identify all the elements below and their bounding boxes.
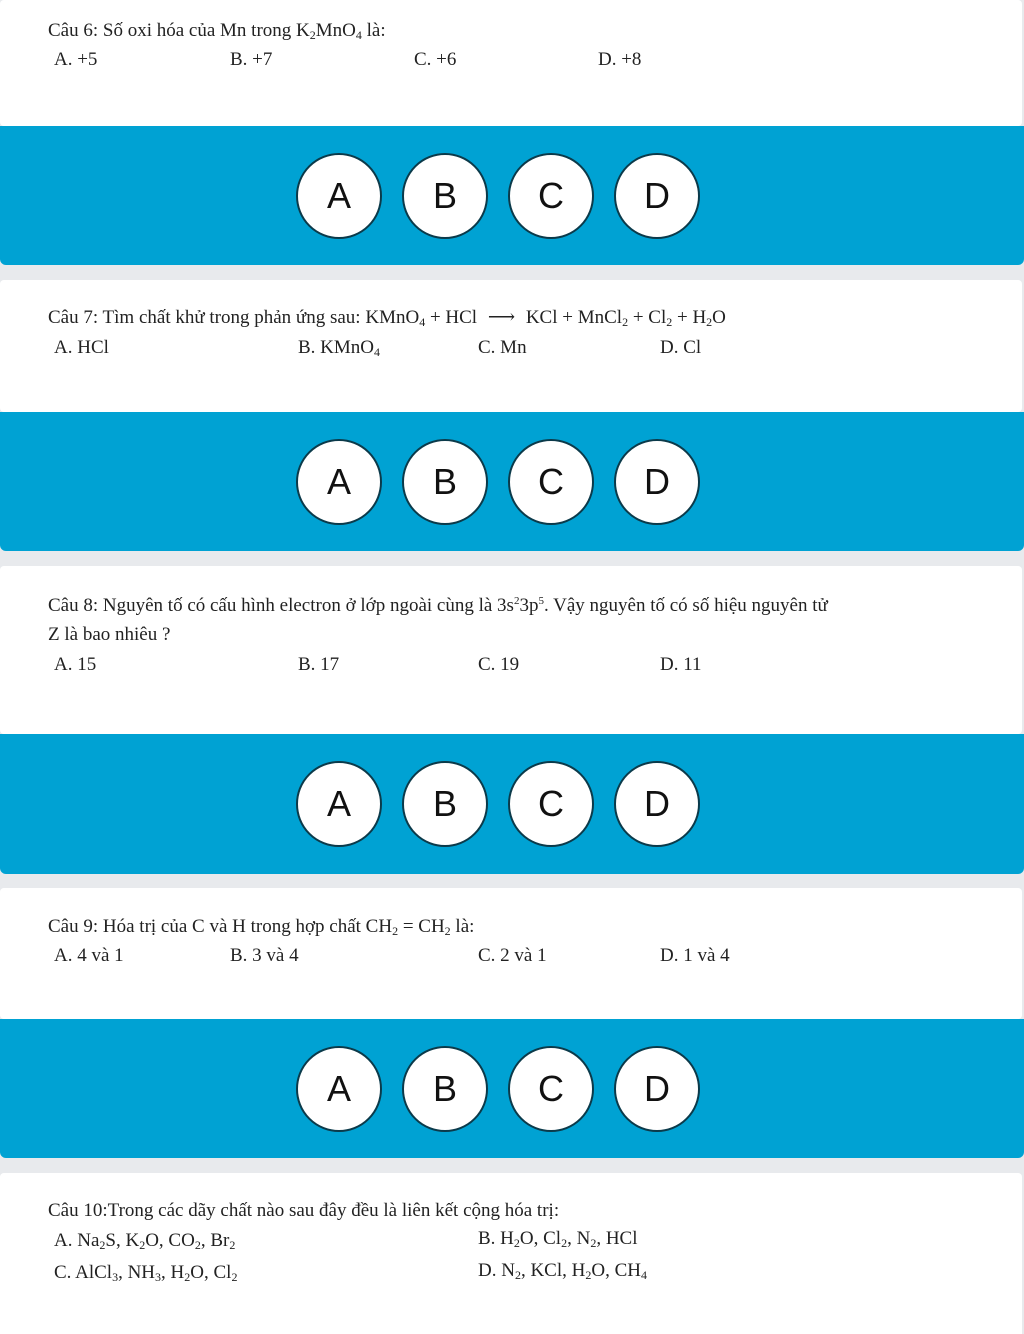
answer-d-button[interactable]: D	[614, 761, 700, 847]
answer-d-button[interactable]: D	[614, 439, 700, 525]
answer-bar-q6	[0, 126, 1024, 265]
option-a: A. HCl	[54, 337, 109, 358]
answer-c-button[interactable]: C	[508, 761, 594, 847]
option-b: B. +7	[230, 49, 273, 70]
option-b: B. 17	[298, 654, 340, 675]
answer-d-button[interactable]: D	[614, 1046, 700, 1132]
question-7-text: Câu 7: Tìm chất khử trong phản ứng sau: KMnO$_4$ + HCl ⟶ KCl + MnCl$_2$ + $Cl_2 + H_2O$	[48, 307, 726, 329]
answer-c-button[interactable]: C	[508, 439, 594, 525]
option-b: B. KMnO$_4$	[298, 337, 381, 359]
answer-c-button[interactable]: C	[508, 1046, 594, 1132]
answer-bar-q7	[0, 412, 1024, 551]
answer-bar-q9	[0, 1019, 1024, 1158]
question-10-text: Câu 10:Trong các dãy chất nào sau đây đều là liên kết cộng hóa trị:	[48, 1200, 560, 1221]
question-8-card	[0, 566, 1022, 734]
answer-b-button[interactable]: B	[402, 153, 488, 239]
option-d: D. $N_2$, KCl, $H_2O$, $CH_4$	[478, 1260, 647, 1282]
option-a: A. 15	[54, 654, 97, 675]
option-d: D. 1 và 4	[660, 945, 730, 966]
question-10-card	[0, 1173, 1022, 1334]
option-c: C. 2 và 1	[478, 945, 547, 966]
question-8-text-line2: Z là bao nhiêu ?	[48, 624, 171, 645]
question-9-card	[0, 888, 1022, 1019]
answer-bar-q8	[0, 734, 1024, 874]
answer-b-button[interactable]: B	[402, 1046, 488, 1132]
option-c: C. Mn	[478, 337, 527, 358]
answer-c-button[interactable]: C	[508, 153, 594, 239]
answer-b-button[interactable]: B	[402, 439, 488, 525]
option-d: D. 11	[660, 654, 702, 675]
option-a: A. 4 và 1	[54, 945, 124, 966]
answer-a-button[interactable]: A	[296, 1046, 382, 1132]
answer-b-button[interactable]: B	[402, 761, 488, 847]
option-c: C. +6	[414, 49, 457, 70]
option-c: C. AlCl$_3$, $NH_3$, $H_2O$, $Cl_2$	[54, 1262, 238, 1284]
question-8-text: Câu 8: Nguyên tố có cấu hình electron ở lớp ngoài cùng là $3s^23p^5$. Vậy nguyên tố có số hiệu nguyên tử	[48, 595, 828, 616]
question-6-card	[0, 0, 1022, 126]
answer-a-button[interactable]: A	[296, 761, 382, 847]
question-6-text: Câu 6: Số oxi hóa của Mn trong $K_2MnO_4$ là:	[48, 20, 386, 42]
answer-a-button[interactable]: A	[296, 153, 382, 239]
option-b: B. 3 và 4	[230, 945, 299, 966]
option-a: A. $Na_2S$, $K_2O$, $CO_2$, $Br_2$	[54, 1230, 236, 1252]
option-a: A. +5	[54, 49, 98, 70]
answer-d-button[interactable]: D	[614, 153, 700, 239]
question-9-text: Câu 9: Hóa trị của C và H trong hợp chất $CH_2 = CH_2$ là:	[48, 916, 475, 938]
option-c: C. 19	[478, 654, 520, 675]
option-d: D. +8	[598, 49, 642, 70]
question-7-card	[0, 280, 1022, 412]
option-d: D. Cl	[660, 337, 702, 358]
answer-a-button[interactable]: A	[296, 439, 382, 525]
option-b: B. $H_2O$, $Cl_2$, $N_2$, HCl	[478, 1228, 638, 1250]
